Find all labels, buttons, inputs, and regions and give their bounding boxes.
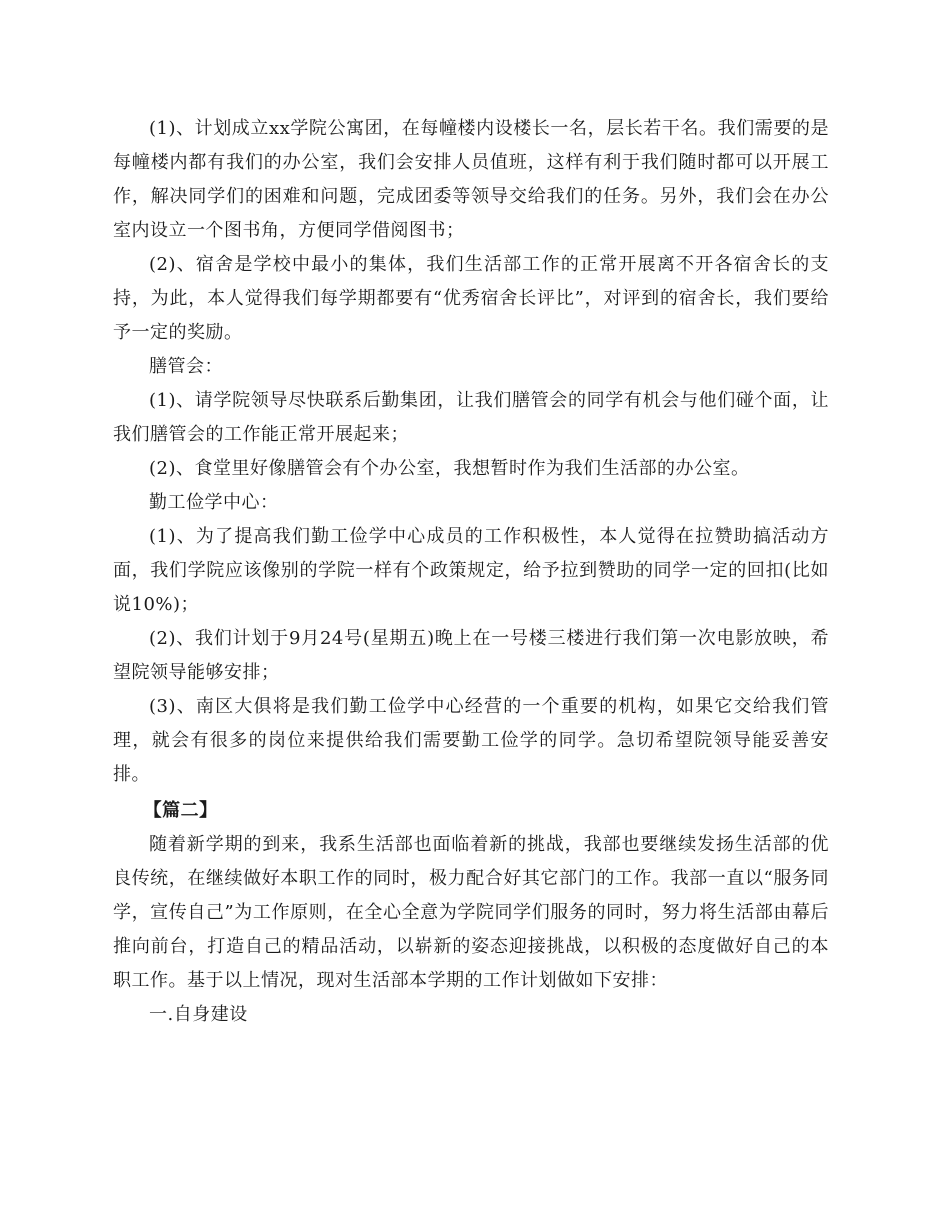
paragraph-apartment-group: (1)、计划成立xx学院公寓团，在每幢楼内设楼长一名，层长若干名。我们需要的是每幢楼内都有我们的办公室，我们会安排人员值班，这样有利于我们随时都可以开展工作，解决同学们的困难和问题，完成团委等领导交给我们的任务。另外，我们会在办公室内设立一个图书角，方便同学借阅图书； — [113, 118, 829, 241]
subheading-work-study-center: 勤工俭学中心： — [149, 492, 279, 513]
paragraph-movie-screening: (2)、我们计划于9月24号(星期五)晚上在一号楼三楼进行我们第一次电影放映，希望院领导能够安排； — [113, 628, 829, 683]
paragraph-new-semester: 随着新学期的到来，我系生活部也面临着新的挑战，我部也要继续发扬生活部的优良传统，在继续做好本职工作的同时，极力配合好其它部门的工作。我部一直以“服务同学，宣传自己”为工作原则，在全心全意为学院同学们服务的同时，努力将生活部由幕后推向前台，打造自己的精品活动，以崭新的姿态迎接挑战，以积极的态度做好自己的本职工作。基于以上情况，现对生活部本学期的工作计划做如下安排： — [113, 834, 829, 991]
paragraph-dining-office: (2)、食堂里好像膳管会有个办公室，我想暂时作为我们生活部的办公室。 — [149, 458, 750, 479]
paragraph-dorm-leader-award: (2)、宿舍是学校中最小的集体，我们生活部工作的正常开展离不开各宿舍长的支持，为此，本人觉得我们每学期都要有“优秀宿舍长评比”，对评到的宿舍长，我们要给予一定的奖励。 — [113, 254, 829, 343]
paragraph-dining-contact: (1)、请学院领导尽快联系后勤集团，让我们膳管会的同学有机会与他们碰个面，让我们膳管会的工作能正常开展起来； — [113, 390, 829, 445]
paragraph-sponsorship-policy: (1)、为了提高我们勤工俭学中心成员的工作积极性，本人觉得在拉赞助搞活动方面，我们学院应该像别的学院一样有个政策规定，给予拉到赞助的同学一定的回扣(比如说10%)； — [113, 526, 829, 615]
paragraph-south-club: (3)、南区大俱将是我们勤工俭学中心经营的一个重要的机构，如果它交给我们管理，就会有很多的岗位来提供给我们需要勤工俭学的同学。急切希望院领导能妥善安排。 — [113, 696, 829, 785]
subheading-dining-committee: 膳管会： — [149, 356, 223, 377]
document-body — [113, 112, 829, 1032]
section-heading: 【篇二】 — [143, 800, 218, 821]
subheading-self-building: 一.自身建设 — [149, 1004, 248, 1025]
